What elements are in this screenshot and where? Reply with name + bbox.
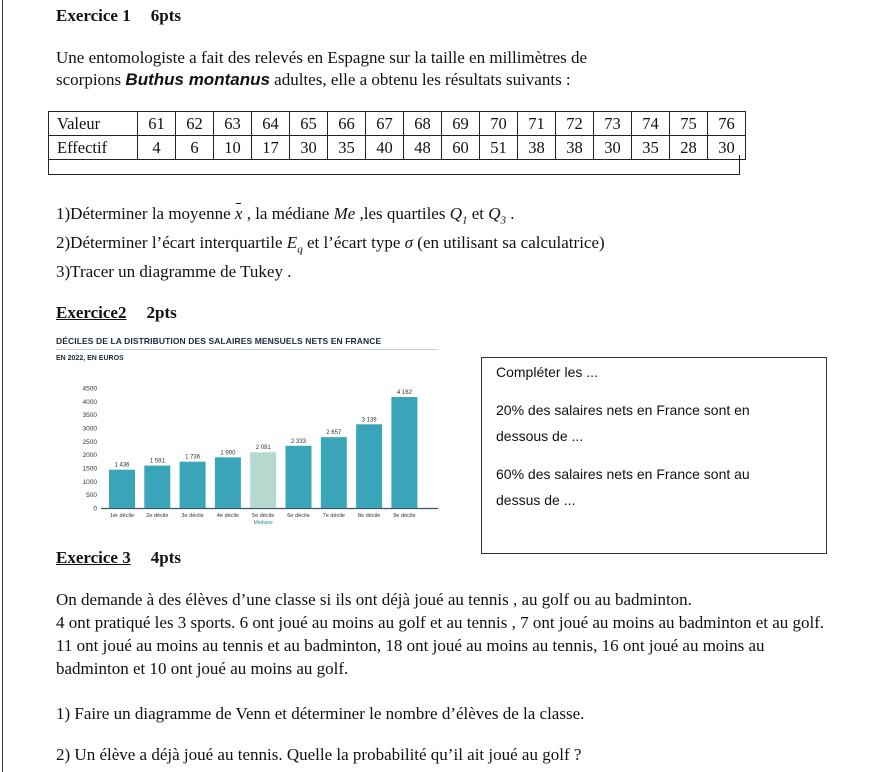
scorpion-data-table <box>48 111 746 160</box>
valeur-cell: 76 <box>708 112 746 136</box>
valeur-cell: 71 <box>518 112 556 136</box>
exercise-3-heading <box>56 548 181 568</box>
exercise-2-heading <box>56 303 177 323</box>
q1-text-a: 1)Déterminer la moyenne <box>56 204 235 223</box>
row-header-valeur: Valeur <box>49 112 138 136</box>
bar-value-label: 1 736 <box>185 454 201 461</box>
bar-value-label: 1 436 <box>114 462 130 469</box>
species-name: Buthus montanus <box>125 70 270 89</box>
iqr-subscript: q <box>297 243 303 256</box>
iqr-letter: E <box>286 233 298 252</box>
bar-value-label: 2 333 <box>290 438 307 445</box>
effectif-cell: 35 <box>632 136 670 160</box>
table-row-valeur <box>49 112 746 136</box>
chart-title: DÉCILES DE LA DISTRIBUTION DES SALAIRES MENSUELS NETS EN FRANCE <box>56 336 382 346</box>
bar-value-label: 1 591 <box>149 458 165 465</box>
valeur-cell: 67 <box>366 112 404 136</box>
x-category-label: 6e décile <box>287 513 310 519</box>
bar-5 <box>250 452 276 508</box>
exercise-1-question-2 <box>56 233 605 255</box>
exercise-1-points: 6pts <box>150 6 181 25</box>
median-symbol: Me <box>333 204 356 223</box>
x-category-label: 1er décile <box>109 513 135 519</box>
box-line-1: 20% des salaires nets en France sont en <box>496 402 750 418</box>
q2-text-a: 2)Déterminer l’écart interquartile <box>56 233 287 252</box>
box-line-2: dessous de ... <box>496 428 584 444</box>
exercise-3-paragraph-3: 11 ont joué au moins au tennis et au badminton, 18 ont joué au moins au tennis, 16 ont joué au moins au <box>56 636 765 655</box>
valeur-cell: 69 <box>442 112 480 136</box>
quartile-q3-symbol <box>488 204 507 227</box>
effectif-cell: 28 <box>670 136 708 160</box>
bar-6 <box>286 446 312 508</box>
x-category-label: 8e décile <box>357 513 381 519</box>
effectif-cell: 38 <box>518 136 556 160</box>
q1-text-c: ,les quartiles <box>355 204 450 223</box>
effectif-cell: 4 <box>138 136 176 160</box>
q3-subscript: 3 <box>500 214 507 227</box>
bar-7 <box>321 437 347 508</box>
valeur-cell: 72 <box>556 112 594 136</box>
exercise-3-question-1: 1) Faire un diagramme de Venn et déterminer le nombre d’élèves de la classe. <box>56 704 585 723</box>
exercise-3-paragraph-4: badminton et 10 ont joué au moins au golf. <box>56 659 349 678</box>
effectif-cell: 6 <box>176 136 214 160</box>
box-heading: Compléter les ... <box>496 364 598 380</box>
exercise-3-title: Exercice 3 <box>56 548 131 567</box>
exercise-3-paragraph-2: 4 ont pratiqué les 3 sports. 6 ont joué au moins au golf et au tennis , 7 ont joué au moins au badminton et au golf. <box>56 613 825 632</box>
x-category-label: 4e décile <box>216 513 240 519</box>
y-tick-label: 4000 <box>82 398 97 406</box>
bar-value-label: 3 139 <box>361 417 377 424</box>
bar-9 <box>391 397 417 508</box>
valeur-cell: 65 <box>290 112 328 136</box>
left-margin-line <box>2 0 3 772</box>
exercise-1-heading <box>56 6 181 26</box>
effectif-cell: 30 <box>594 136 632 160</box>
q1-text-e: . <box>506 204 515 223</box>
bar-4 <box>215 457 241 508</box>
valeur-cell: 68 <box>404 112 442 136</box>
effectif-cell: 10 <box>214 136 252 160</box>
x-category-label: 7e décile <box>322 513 346 519</box>
completion-box <box>481 357 827 554</box>
bar-3 <box>180 462 206 508</box>
exercise-2-points: 2pts <box>146 303 177 322</box>
exercise-1-question-1 <box>56 204 515 226</box>
exercise-3-paragraph-1: On demande à des élèves d’une classe si ils ont déjà joué au tennis , au golf ou au badminton. <box>56 590 692 609</box>
valeur-cell: 75 <box>670 112 708 136</box>
y-tick-label: 3500 <box>82 412 97 420</box>
bar-2 <box>144 466 170 508</box>
bar-value-label: 1 900 <box>220 450 236 457</box>
valeur-cell: 66 <box>328 112 366 136</box>
effectif-cell: 30 <box>708 136 746 160</box>
box-line-3: 60% des salaires nets en France sont au <box>496 466 750 482</box>
exercise-1-title: Exercice 1 <box>56 6 131 25</box>
q1-subscript: 1 <box>461 214 468 227</box>
quartile-q1-symbol <box>449 204 468 227</box>
x-category-label: 9e décile <box>393 513 416 519</box>
q2-text-b: et l’écart type <box>302 233 405 252</box>
row-header-effectif: Effectif <box>49 136 138 160</box>
q1-text-d: et <box>467 204 489 223</box>
intro-text-b: adultes, elle a obtenu les résultats suivants : <box>269 70 571 89</box>
valeur-cell: 63 <box>214 112 252 136</box>
table-empty-row <box>48 155 740 175</box>
bar-value-label: 2 657 <box>326 430 342 437</box>
x-category-label: 2e décile <box>146 513 169 519</box>
intro-text-a: scorpions <box>56 70 126 89</box>
bar-8 <box>356 424 382 508</box>
q1-text-b: , la médiane <box>242 204 334 223</box>
valeur-cell: 62 <box>176 112 214 136</box>
effectif-cell: 38 <box>556 136 594 160</box>
effectif-cell: 60 <box>442 136 480 160</box>
y-tick-label: 4500 <box>82 385 97 393</box>
y-tick-label: 0 <box>93 505 97 513</box>
exercise-3-question-2: 2) Un élève a déjà joué au tennis. Quelle la probabilité qu’il ait joué au golf ? <box>56 745 582 764</box>
bar-value-label: 4 162 <box>396 390 412 397</box>
x-category-label: 3e décile <box>181 513 204 519</box>
sigma-symbol: σ <box>404 233 414 252</box>
effectif-cell: 40 <box>366 136 404 160</box>
exercise-3-points: 4pts <box>150 548 181 567</box>
y-tick-label: 1000 <box>82 478 97 486</box>
x-category-label: 5e décile <box>251 513 275 519</box>
q1-letter: Q <box>449 204 462 223</box>
y-tick-label: 3000 <box>82 425 97 433</box>
median-note: Médiane <box>253 520 273 526</box>
y-tick-label: 2000 <box>82 452 97 460</box>
y-tick-label: 500 <box>86 492 97 500</box>
valeur-cell: 74 <box>632 112 670 136</box>
valeur-cell: 61 <box>138 112 176 136</box>
y-tick-label: 1500 <box>82 465 97 473</box>
valeur-cell: 64 <box>252 112 290 136</box>
effectif-cell: 48 <box>404 136 442 160</box>
bar-value-label: 2 091 <box>255 445 271 452</box>
effectif-cell: 17 <box>252 136 290 160</box>
q3-letter: Q <box>488 204 501 223</box>
bar-1 <box>109 470 135 508</box>
effectif-cell: 35 <box>328 136 366 160</box>
valeur-cell: 73 <box>594 112 632 136</box>
box-line-4: dessus de ... <box>496 492 576 508</box>
salary-deciles-chart <box>56 336 441 536</box>
chart-subtitle: EN 2022, EN EUROS <box>56 355 124 362</box>
mean-symbol: x <box>234 204 243 223</box>
exercise-1-question-3: 3)Tracer un diagramme de Tukey . <box>56 262 292 281</box>
effectif-cell: 51 <box>480 136 518 160</box>
q2-text-c: (en utilisant sa calculatrice) <box>413 233 605 252</box>
iqr-symbol <box>286 233 303 256</box>
y-tick-label: 2500 <box>82 438 97 446</box>
chart-svg <box>56 336 441 536</box>
effectif-cell: 30 <box>290 136 328 160</box>
exercise-1-intro-line-1: Une entomologiste a fait des relevés en Espagne sur la taille en millimètres de <box>56 48 588 67</box>
exercise-1-intro-line-2 <box>56 70 571 90</box>
exercise-2-title: Exercice2 <box>56 303 127 322</box>
valeur-cell: 70 <box>480 112 518 136</box>
